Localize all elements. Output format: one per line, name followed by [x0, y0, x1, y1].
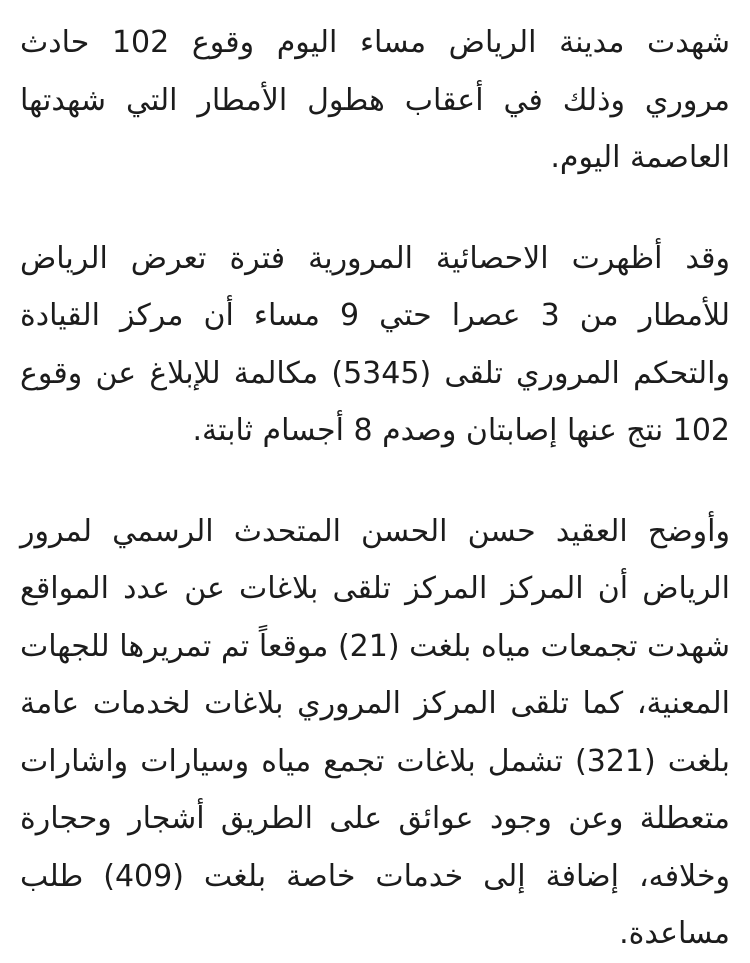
article-body	[20, 14, 730, 963]
paragraph-accidents-summary: شهدت مدينة الرياض مساء اليوم وقوع 102 حادث مروري وذلك في أعقاب هطول الأمطار التي شهدتها العاصمة اليوم.	[20, 25, 731, 175]
paragraph-spokesman-statement: وأوضح العقيد حسن الحسن المتحدث الرسمي لمرور الرياض أن المركز المركز تلقى بلاغات عن عدد المواقع شهدت تجمعات مياه بلغت (21) موقعاً تم تمريرها للجهات المعنية، كما تلقى المركز المروري بلاغات لخدمات عامة بلغت (321) تشمل بلاغات تجمع مياه وسيارات واشارات متعطلة وعن وجود عوائق على الطريق أشجار وحجارة وخلافه، إضافة إلى خدمات خاصة بلغت (409) طلب مساعدة.	[20, 513, 730, 951]
paragraph-call-statistics: وقد أظهرت الاحصائية المرورية فترة تعرض الرياض للأمطار من 3 عصرا حتي 9 مساء أن مركز القيادة والتحكم المروري تلقى (5345) مكالمة للإبلاغ عن وقوع 102 نتج عنها إصابتان وصدم 8 أجسام ثابتة.	[20, 240, 730, 448]
